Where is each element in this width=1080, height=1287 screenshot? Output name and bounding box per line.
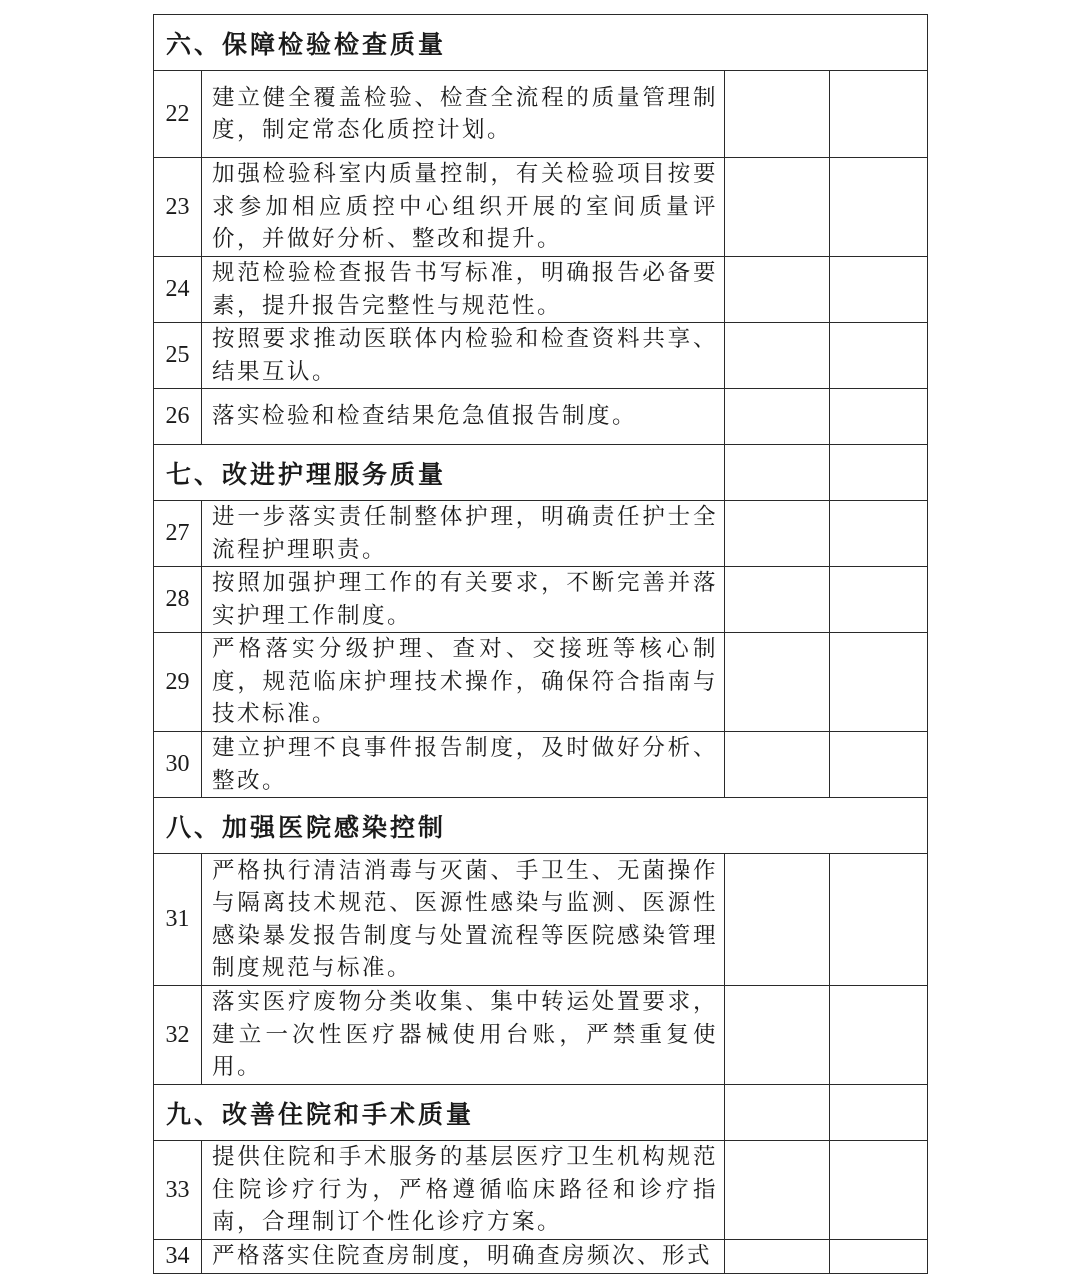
item-text: 提供住院和手术服务的基层医疗卫生机构规范住院诊疗行为，严格遵循临床路径和诊疗指南，合理制订个性化诊疗方案。 — [202, 1141, 725, 1240]
section-header-row — [154, 798, 928, 854]
score-cell[interactable] — [725, 567, 830, 633]
section-header-row — [154, 1085, 928, 1141]
remark-cell[interactable] — [830, 257, 928, 323]
table-row — [154, 389, 928, 445]
score-cell[interactable] — [725, 854, 830, 986]
score-cell[interactable] — [725, 986, 830, 1085]
item-text: 加强检验科室内质量控制，有关检验项目按要求参加相应质控中心组织开展的室间质量评价，并做好分析、整改和提升。 — [202, 158, 725, 257]
table-row — [154, 986, 928, 1085]
item-number: 24 — [154, 257, 202, 323]
table-row — [154, 257, 928, 323]
score-cell[interactable] — [725, 501, 830, 567]
item-number: 29 — [154, 633, 202, 732]
section-header-row — [154, 445, 928, 501]
score-cell[interactable] — [725, 71, 830, 158]
score-cell[interactable] — [725, 633, 830, 732]
score-cell[interactable] — [725, 445, 830, 501]
item-number: 30 — [154, 732, 202, 798]
table-row — [154, 323, 928, 389]
item-text: 严格落实住院查房制度，明确查房频次、形式 — [202, 1240, 725, 1274]
item-number: 32 — [154, 986, 202, 1085]
quality-checklist-table — [153, 14, 928, 1274]
score-cell[interactable] — [725, 389, 830, 445]
remark-cell[interactable] — [830, 501, 928, 567]
remark-cell[interactable] — [830, 633, 928, 732]
table-row — [154, 567, 928, 633]
table-row — [154, 71, 928, 158]
item-number: 31 — [154, 854, 202, 986]
item-number: 34 — [154, 1240, 202, 1274]
item-number: 27 — [154, 501, 202, 567]
item-number: 22 — [154, 71, 202, 158]
item-text: 进一步落实责任制整体护理，明确责任护士全流程护理职责。 — [202, 501, 725, 567]
item-text: 建立健全覆盖检验、检查全流程的质量管理制度，制定常态化质控计划。 — [202, 71, 725, 158]
item-text: 落实医疗废物分类收集、集中转运处置要求，建立一次性医疗器械使用台账，严禁重复使用。 — [202, 986, 725, 1085]
item-text: 严格落实分级护理、查对、交接班等核心制度，规范临床护理技术操作，确保符合指南与技术标准。 — [202, 633, 725, 732]
item-text: 按照加强护理工作的有关要求，不断完善并落实护理工作制度。 — [202, 567, 725, 633]
remark-cell[interactable] — [830, 1240, 928, 1274]
table-row — [154, 1240, 928, 1274]
item-number: 26 — [154, 389, 202, 445]
section-header-row — [154, 15, 928, 71]
remark-cell[interactable] — [830, 389, 928, 445]
section-title: 六、保障检验检查质量 — [154, 15, 928, 71]
remark-cell[interactable] — [830, 732, 928, 798]
table-row — [154, 732, 928, 798]
remark-cell[interactable] — [830, 1085, 928, 1141]
score-cell[interactable] — [725, 257, 830, 323]
section-title: 八、加强医院感染控制 — [154, 798, 928, 854]
score-cell[interactable] — [725, 1085, 830, 1141]
item-number: 25 — [154, 323, 202, 389]
section-title: 七、改进护理服务质量 — [154, 445, 725, 501]
score-cell[interactable] — [725, 158, 830, 257]
remark-cell[interactable] — [830, 323, 928, 389]
item-number: 23 — [154, 158, 202, 257]
remark-cell[interactable] — [830, 1141, 928, 1240]
item-text: 严格执行清洁消毒与灭菌、手卫生、无菌操作与隔离技术规范、医源性感染与监测、医源性感染暴发报告制度与处置流程等医院感染管理制度规范与标准。 — [202, 854, 725, 986]
table-row — [154, 158, 928, 257]
remark-cell[interactable] — [830, 986, 928, 1085]
item-text: 落实检验和检查结果危急值报告制度。 — [202, 389, 725, 445]
item-number: 28 — [154, 567, 202, 633]
score-cell[interactable] — [725, 732, 830, 798]
item-text: 规范检验检查报告书写标准，明确报告必备要素，提升报告完整性与规范性。 — [202, 257, 725, 323]
remark-cell[interactable] — [830, 567, 928, 633]
remark-cell[interactable] — [830, 71, 928, 158]
score-cell[interactable] — [725, 1240, 830, 1274]
item-number: 33 — [154, 1141, 202, 1240]
item-text: 建立护理不良事件报告制度，及时做好分析、整改。 — [202, 732, 725, 798]
remark-cell[interactable] — [830, 158, 928, 257]
remark-cell[interactable] — [830, 854, 928, 986]
table-row — [154, 633, 928, 732]
table-row — [154, 854, 928, 986]
section-title: 九、改善住院和手术质量 — [154, 1085, 725, 1141]
item-text: 按照要求推动医联体内检验和检查资料共享、结果互认。 — [202, 323, 725, 389]
remark-cell[interactable] — [830, 445, 928, 501]
table-row — [154, 1141, 928, 1240]
score-cell[interactable] — [725, 323, 830, 389]
score-cell[interactable] — [725, 1141, 830, 1240]
table-row — [154, 501, 928, 567]
